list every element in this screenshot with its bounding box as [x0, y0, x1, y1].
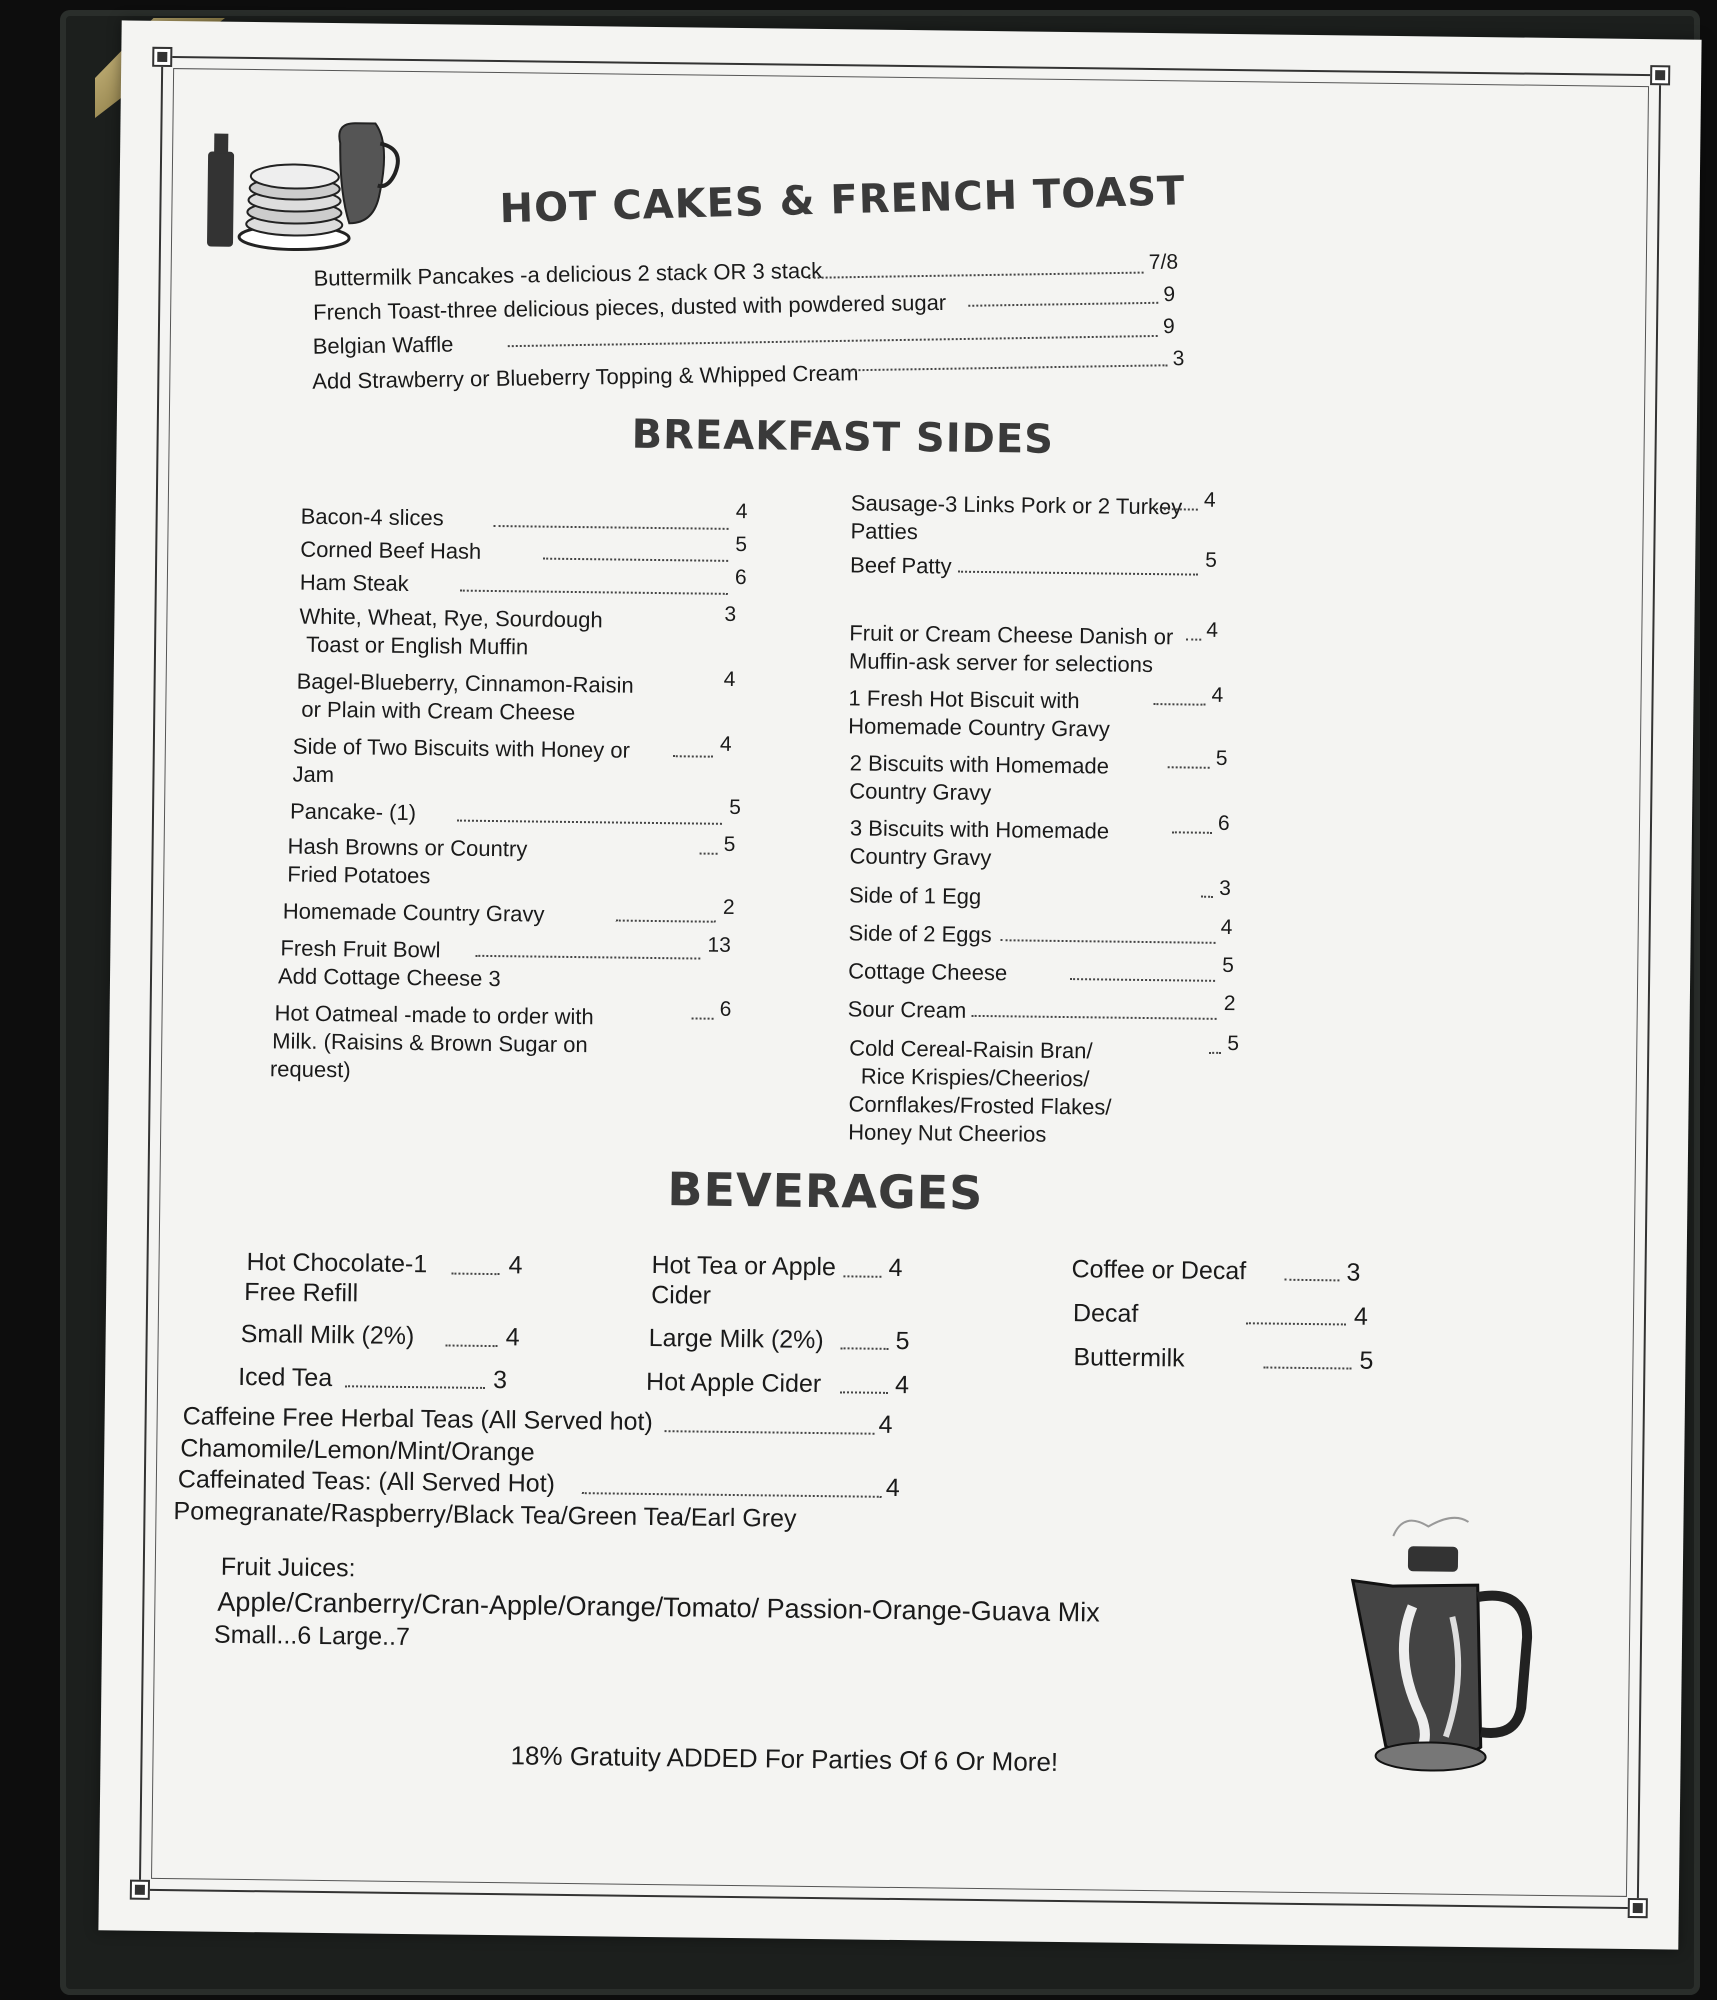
menu-item-name: Cold Cereal-Raisin Bran/ — [849, 1035, 1093, 1064]
coffee-carafe-illustration — [1330, 1505, 1554, 1798]
menu-item-name: Caffeine Free Herbal Teas (All Served hot) — [182, 1402, 653, 1437]
leader-dots — [1209, 1052, 1221, 1054]
menu-item-name: Caffeinated Teas: (All Served Hot) — [177, 1465, 556, 1498]
menu-item-name: Decaf — [1072, 1299, 1139, 1328]
menu-item-price: 3 — [1346, 1258, 1361, 1287]
menu-item-name: Buttermilk — [1073, 1343, 1185, 1373]
menu-item-price: 2 — [722, 895, 735, 919]
menu-item-price: 5 — [723, 832, 736, 856]
menu-item-price: 4 — [894, 1370, 910, 1400]
menu-item-name: Country Gravy — [849, 778, 992, 806]
menu-item-name: Sausage-3 Links Pork or 2 Turkey — [850, 490, 1183, 520]
menu-item-price: 4 — [508, 1251, 523, 1280]
menu-item-name: or Plain with Cream Cheese — [301, 696, 576, 726]
corner-ornament — [130, 1880, 150, 1900]
corner-ornament — [1650, 65, 1670, 85]
menu-item-name: Country Gravy — [849, 843, 992, 871]
leader-dots — [692, 1017, 714, 1019]
menu-item-price: 4 — [885, 1473, 900, 1503]
menu-item-name: Jam — [292, 761, 335, 788]
menu-item-name: Side of 2 Eggs — [848, 920, 992, 948]
menu-item-name: request) — [269, 1056, 351, 1083]
menu-item-name: Cornflakes/Frosted Flakes/ — [848, 1091, 1112, 1120]
menu-item-name: 1 Fresh Hot Biscuit with — [848, 685, 1080, 714]
juices-list: Apple/Cranberry/Cran-Apple/Orange/Tomato/ Passion-Orange-Guava Mix — [217, 1586, 1100, 1628]
menu-item-name: White, Wheat, Rye, Sourdough — [299, 603, 603, 633]
menu-item-price: 4 — [1211, 683, 1224, 707]
menu-item-name: Buttermilk Pancakes -a delicious 2 stack OR 3 stack — [313, 257, 823, 291]
syrup-pancakes-pitcher-illustration — [199, 111, 411, 264]
menu-item-price: 3 — [492, 1366, 508, 1395]
section-title-beverages: BEVERAGES — [667, 1162, 984, 1221]
menu-item-name: Iced Tea — [237, 1362, 333, 1393]
menu-item-price: 13 — [707, 933, 731, 957]
menu-item-name: Ham Steak — [299, 569, 409, 596]
menu-item-name: Honey Nut Cheerios — [848, 1119, 1047, 1147]
menu-item-name: Small Milk (2%) — [240, 1319, 415, 1351]
menu-item-name: Muffin-ask server for selections — [848, 648, 1154, 678]
menu-item-name: Belgian Waffle — [312, 331, 454, 359]
menu-item-price: 5 — [1205, 548, 1218, 572]
juices-sizes: Small...6 Large..7 — [213, 1620, 411, 1652]
menu-item-price: 2 — [1223, 991, 1236, 1016]
menu-item-name: Homemade Country Gravy — [848, 713, 1110, 742]
menu-item-name: Homemade Country Gravy — [282, 898, 545, 927]
gratuity-notice: 18% Gratuity ADDED For Parties Of 6 Or More! — [510, 1740, 1059, 1777]
menu-item-price: 5 — [895, 1326, 910, 1356]
menu-item-price: 7/8 — [1148, 250, 1179, 274]
menu-item-name: Beef Patty — [849, 552, 952, 579]
menu-item-price: 5 — [1222, 953, 1235, 978]
menu-item-price: 5 — [735, 532, 748, 557]
juices-label: Fruit Juices: — [220, 1552, 356, 1583]
menu-item-price: 4 — [723, 667, 736, 691]
menu-item-name: Coffee or Decaf — [1071, 1255, 1247, 1286]
leader-dots — [1201, 896, 1213, 898]
menu-item-price: 3 — [1172, 347, 1185, 371]
menu-item-name: Fruit or Cream Cheese Danish or — [849, 620, 1174, 650]
menu-item-price: 4 — [1220, 915, 1233, 940]
menu-item-name: Side of 1 Egg — [848, 882, 982, 909]
menu-item-price: 6 — [1217, 811, 1230, 836]
menu-item-price: 4 — [1203, 488, 1216, 512]
menu-item-price: 6 — [734, 565, 747, 590]
menu-item-name: Sour Cream — [847, 996, 967, 1023]
menu-item-name: Fried Potatoes — [287, 861, 431, 889]
menu-item-price: 4 — [1353, 1302, 1369, 1331]
menu-item-price: 9 — [1163, 282, 1176, 307]
menu-item-name: Fresh Fruit Bowl — [280, 935, 441, 963]
corner-ornament — [1628, 1898, 1648, 1918]
menu-page — [98, 20, 1701, 1949]
menu-item-price: 5 — [1359, 1346, 1374, 1375]
menu-item-price: 5 — [1215, 746, 1228, 770]
menu-item-price: 6 — [719, 997, 732, 1021]
menu-item-name: Large Milk (2%) — [648, 1323, 824, 1355]
menu-item-name: Bacon-4 slices — [300, 503, 444, 531]
menu-item-name: Hot Apple Cider — [645, 1367, 822, 1399]
menu-item-name: Add Strawberry or Blueberry Topping & Whipped Cream — [312, 360, 859, 394]
leader-dots — [700, 853, 718, 855]
menu-item-name: French Toast-three delicious pieces, dusted with powdered sugar — [312, 289, 947, 325]
menu-item-name: Hot Oatmeal -made to order with — [274, 1000, 594, 1030]
menu-item-name: Hot Tea or Apple — [651, 1250, 837, 1282]
menu-item-name: Pancake- (1) — [289, 798, 417, 826]
menu-item-price: 4 — [1206, 618, 1219, 642]
menu-item-detail: Pomegranate/Raspberry/Black Tea/Green Tea/Earl Grey — [173, 1497, 797, 1533]
menu-item-price: 3 — [1219, 876, 1232, 901]
menu-item-name: 2 Biscuits with Homemade — [849, 750, 1110, 779]
menu-item-price: 4 — [888, 1253, 903, 1283]
menu-item-name: Side of Two Biscuits with Honey or — [292, 733, 631, 763]
menu-item-name: Free Refill — [244, 1278, 359, 1308]
menu-item-name: 3 Biscuits with Homemade — [849, 815, 1110, 844]
menu-item-name: Bagel-Blueberry, Cinnamon-Raisin — [296, 668, 634, 698]
menu-item-name: Patties — [850, 518, 918, 545]
menu-item-detail: Chamomile/Lemon/Mint/Orange — [180, 1434, 535, 1467]
menu-item-name: Corned Beef Hash — [300, 536, 482, 564]
menu-item-name: Hash Browns or Country — [287, 833, 528, 862]
menu-item-price: 9 — [1162, 314, 1175, 339]
menu-item-price: 3 — [724, 602, 737, 626]
section-title-breakfast-sides: BREAKFAST SIDES — [631, 411, 1055, 463]
menu-item-name: Cider — [651, 1280, 712, 1310]
menu-item-name: Cottage Cheese — [848, 958, 1008, 986]
menu-item-price: 4 — [878, 1410, 893, 1439]
menu-item-price: 4 — [505, 1323, 520, 1352]
menu-item-name: Toast or English Muffin — [305, 631, 529, 660]
menu-item-price: 5 — [729, 795, 741, 820]
menu-item-price: 4 — [719, 732, 732, 756]
leader-dots — [1186, 638, 1201, 640]
menu-item-price: 5 — [1227, 1032, 1240, 1056]
menu-item-name: Hot Chocolate-1 — [246, 1248, 428, 1279]
section-title-hot-cakes: HOT CAKES & FRENCH TOAST — [499, 168, 1186, 233]
menu-item-name: Milk. (Raisins & Brown Sugar on — [272, 1028, 588, 1058]
corner-ornament — [152, 47, 172, 67]
menu-item-name: Add Cottage Cheese 3 — [277, 963, 501, 992]
menu-item-name: Rice Krispies/Cheerios/ — [860, 1063, 1090, 1092]
menu-item-price: 4 — [735, 499, 748, 524]
